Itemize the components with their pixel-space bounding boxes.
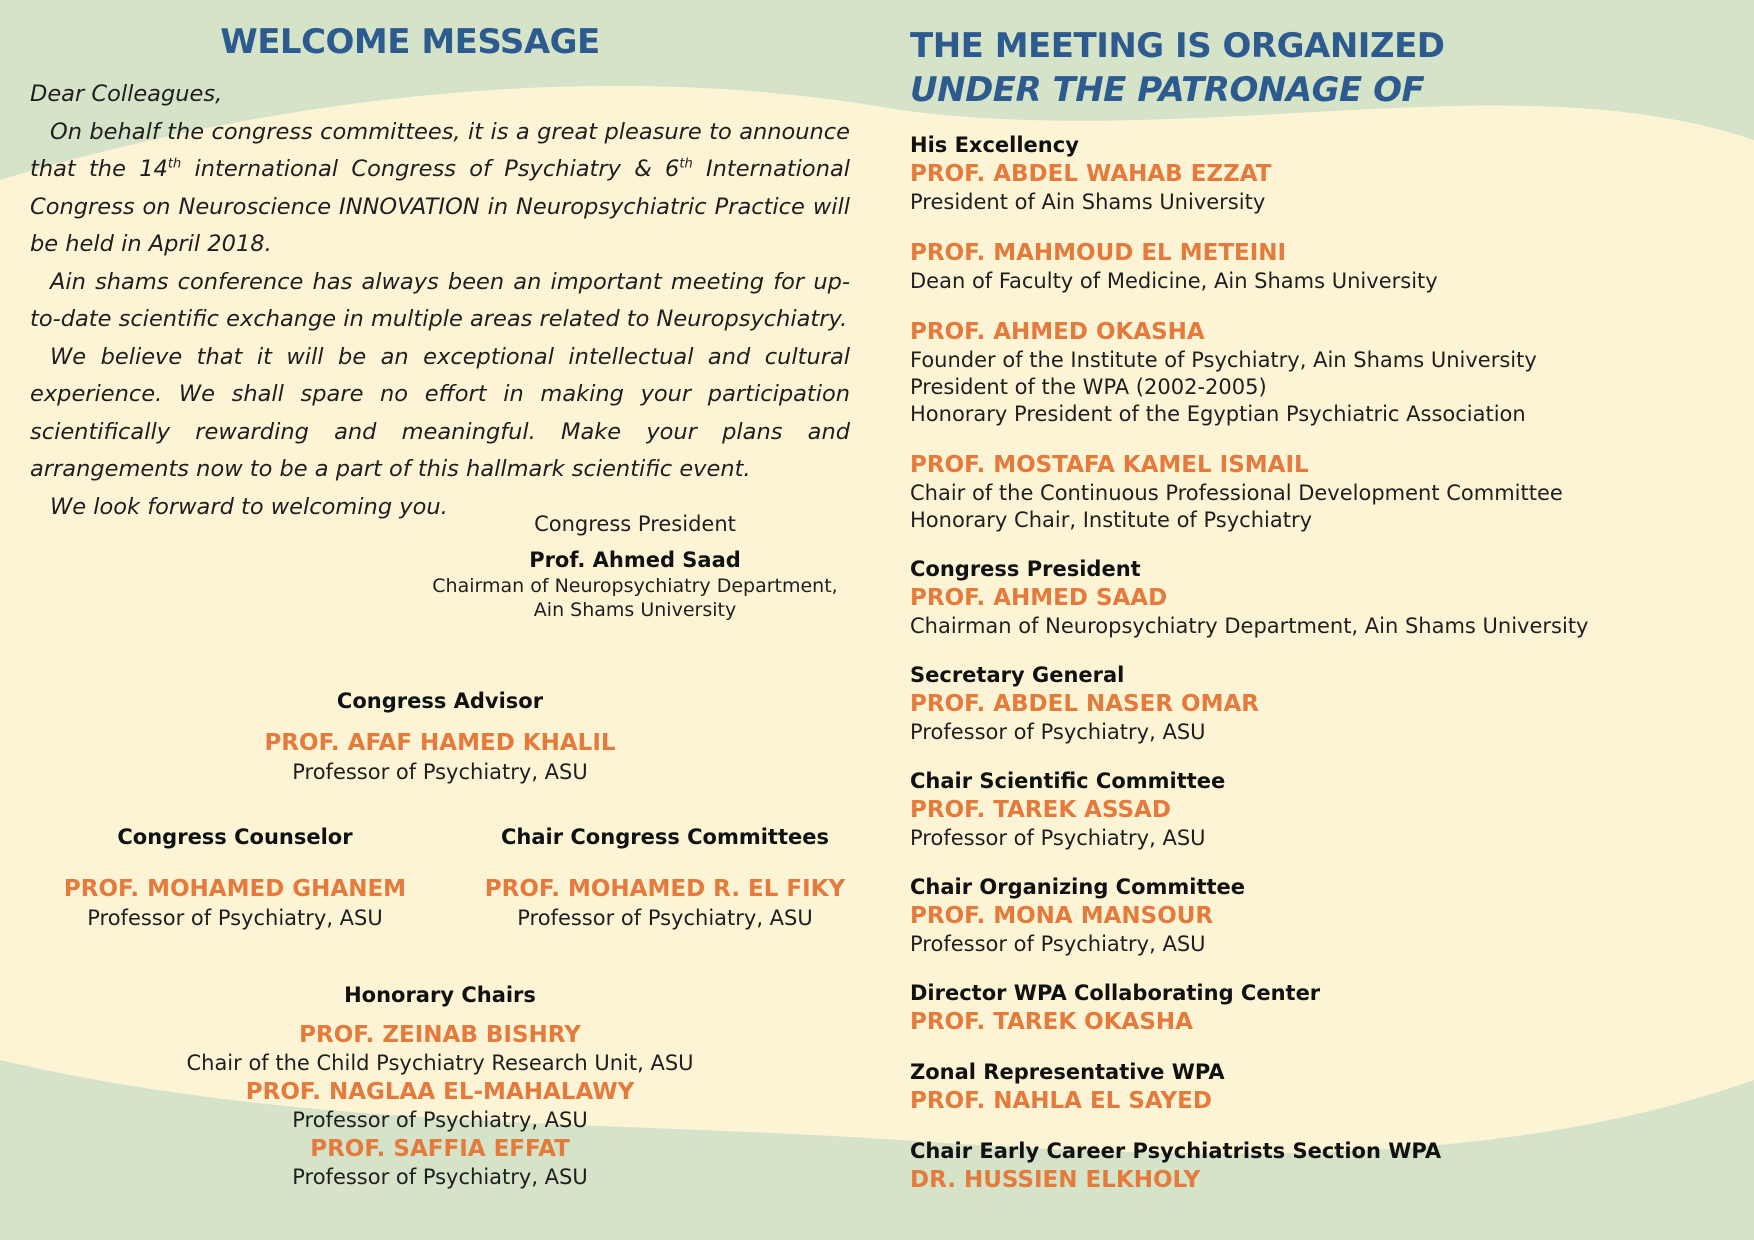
- paragraph-4: We look forward to welcoming you.: [50, 493, 448, 520]
- person-desc: Professor of Psychiatry, ASU: [517, 906, 813, 930]
- patronage-entry: [910, 1059, 1730, 1116]
- patronage-entry: [910, 980, 1730, 1037]
- signature-block: [430, 510, 840, 622]
- person-desc: Professor of Psychiatry, ASU: [292, 1108, 588, 1132]
- patronage-entry: [910, 556, 1730, 640]
- person-desc: President of Ain Shams University: [910, 190, 1266, 214]
- signature-title-1: Chairman of Neuropsychiatry Department,: [432, 575, 838, 597]
- person-name: PROF. ABDEL WAHAB EZZAT: [910, 161, 1272, 187]
- patronage-entry: [910, 768, 1730, 852]
- person-desc: Professor of Psychiatry, ASU: [292, 1165, 588, 1189]
- person-name: PROF. TAREK ASSAD: [910, 797, 1171, 823]
- person-name: PROF. AHMED OKASHA: [910, 319, 1205, 345]
- person-desc: Honorary President of the Egyptian Psychiatric Association: [910, 402, 1526, 426]
- person-desc: Professor of Psychiatry, ASU: [910, 720, 1206, 744]
- paragraph-2: Ain shams conference has always been an important meeting for up-to-date scientific exchange in multiple areas related to Neuropsychiatry.: [30, 268, 850, 332]
- role-label: Zonal Representative WPA: [910, 1060, 1225, 1084]
- patronage-entry: [910, 1138, 1730, 1195]
- patronage-entry: [910, 317, 1730, 428]
- person-desc: Professor of Psychiatry, ASU: [292, 760, 588, 784]
- person-desc: Professor of Psychiatry, ASU: [87, 906, 383, 930]
- role-label: Congress President: [910, 557, 1141, 581]
- role-label: His Excellency: [910, 133, 1079, 157]
- person-name: PROF. MOHAMED GHANEM: [63, 876, 407, 902]
- role-label: Chair Organizing Committee: [910, 875, 1246, 899]
- person-name: PROF. MOSTAFA KAMEL ISMAIL: [910, 452, 1309, 478]
- patronage-title-1: THE MEETING IS ORGANIZED: [910, 26, 1445, 66]
- person-name: PROF. ABDEL NASER OMAR: [910, 691, 1259, 717]
- congress-counselor: [40, 822, 430, 932]
- person-name: PROF. TAREK OKASHA: [910, 1009, 1193, 1035]
- salutation: Dear Colleagues,: [30, 81, 223, 107]
- person-name: PROF. NAGLAA EL-MAHALAWY: [245, 1079, 635, 1105]
- role-label: Honorary Chairs: [344, 983, 536, 1007]
- person-name: DR. HUSSIEN ELKHOLY: [910, 1167, 1201, 1193]
- patronage-section: [910, 24, 1730, 1217]
- person-name: PROF. AFAF HAMED KHALIL: [264, 730, 616, 756]
- paragraph-1: On behalf the congress committees, it is a great pleasure to announce that the 14th international Congress of Psychiatry & 6th International Congress on Neuroscience INNOVATION in Neuropsychiatric Practice will be held in April 2018.: [30, 118, 850, 257]
- person-desc: President of the WPA (2002-2005): [910, 375, 1267, 399]
- person-name: PROF. ZEINAB BISHRY: [299, 1022, 581, 1048]
- role-label: Chair Congress Committees: [501, 825, 829, 849]
- person-desc: Dean of Faculty of Medicine, Ain Shams University: [910, 269, 1438, 293]
- person-desc: Founder of the Institute of Psychiatry, Ain Shams University: [910, 348, 1537, 372]
- role-label: Director WPA Collaborating Center: [910, 981, 1321, 1005]
- patronage-title-2: UNDER THE PATRONAGE OF: [910, 70, 1425, 110]
- role-label: Congress Counselor: [117, 825, 353, 849]
- role-label: Chair Scientific Committee: [910, 769, 1226, 793]
- honorary-chairs: [160, 980, 720, 1191]
- congress-advisor: [190, 686, 690, 786]
- person-desc: Professor of Psychiatry, ASU: [910, 826, 1206, 850]
- person-desc: Chair of the Continuous Professional Development Committee: [910, 481, 1563, 505]
- person-name: PROF. NAHLA EL SAYED: [910, 1088, 1212, 1114]
- person-desc: Chairman of Neuropsychiatry Department, Ain Shams University: [910, 614, 1589, 638]
- patronage-entry: [910, 132, 1730, 216]
- patronage-entry: [910, 874, 1730, 958]
- person-name: PROF. AHMED SAAD: [910, 585, 1168, 611]
- signature-name: Prof. Ahmed Saad: [529, 548, 741, 572]
- person-desc: Chair of the Child Psychiatry Research Unit, ASU: [186, 1051, 694, 1075]
- person-name: PROF. MONA MANSOUR: [910, 903, 1214, 929]
- role-label: Congress Advisor: [336, 689, 544, 713]
- patronage-list: [910, 132, 1730, 1195]
- person-desc: Professor of Psychiatry, ASU: [910, 932, 1206, 956]
- role-label: Secretary General: [910, 663, 1125, 687]
- person-name: PROF. SAFFIA EFFAT: [310, 1136, 570, 1162]
- person-name: PROF. MOHAMED R. EL FIKY: [484, 876, 846, 902]
- patronage-entry: [910, 238, 1730, 295]
- welcome-section: [30, 22, 850, 526]
- person-desc: Honorary Chair, Institute of Psychiatry: [910, 508, 1313, 532]
- patronage-entry: [910, 662, 1730, 746]
- welcome-title: WELCOME MESSAGE: [220, 22, 600, 62]
- signature-title-2: Ain Shams University: [533, 599, 737, 621]
- signature-role: Congress President: [534, 512, 736, 536]
- role-label: Chair Early Career Psychiatrists Section WPA: [910, 1139, 1442, 1163]
- person-name: PROF. MAHMOUD EL METEINI: [910, 240, 1287, 266]
- paragraph-3: We believe that it will be an exceptional intellectual and cultural experience. We shall spare no effort in making your participation scientifically rewarding and meaningful. Make your plans and arrangements now to be a part of this hallmark scientific event.: [30, 343, 850, 482]
- patronage-entry: [910, 450, 1730, 534]
- chair-congress-committees: [460, 822, 870, 932]
